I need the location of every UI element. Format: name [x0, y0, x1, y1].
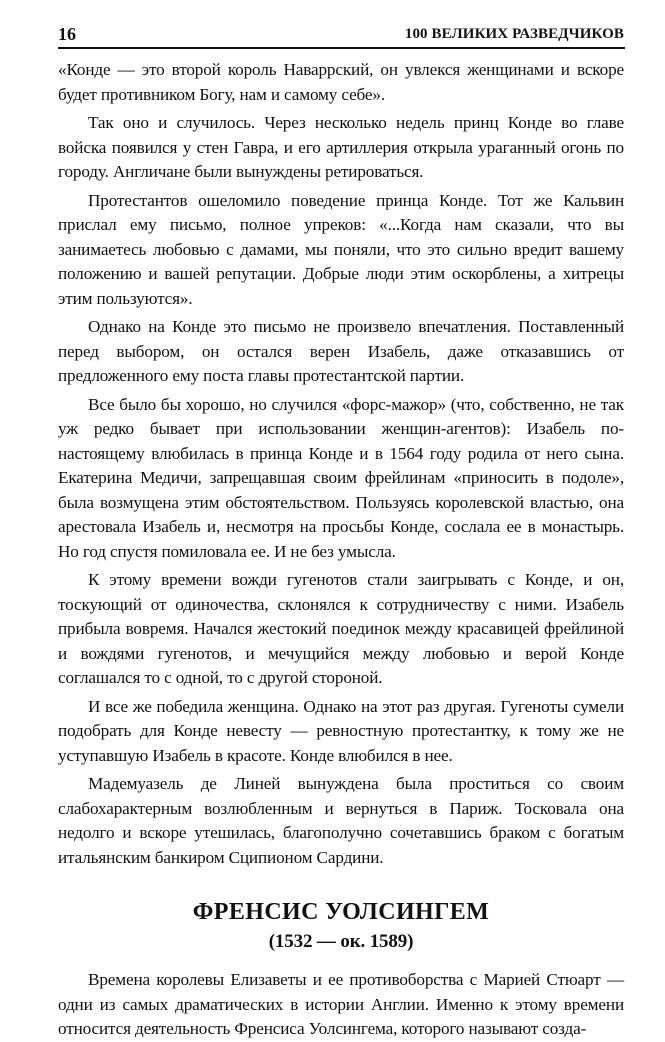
paragraph-2: Так оно и случилось. Через несколько недель принц Конде во главе войска появился у стен Гавра, и его артиллерия открыла ураганный огонь по городу. Англичане были вынуждены ретироваться.	[58, 113, 624, 181]
paragraph-3: Протестантов ошеломило поведение принца Конде. Тот же Кальвин прислал ему письмо, полное упреков: «...Когда нам сказали, что вы занимаетесь любовью с дамами, мы поняли, что это сильно вредит вашему положению и вашей репутации. Добрые люди этим оскорблены, а хитрецы этим пользуются».	[58, 190, 624, 308]
paragraph-6: К этому времени вожди гугенотов стали заигрывать с Конде, и он, тоскующий от одиночества, склонялся к сотрудничеству с ними. Изабель прибыла вовремя. Начался жестокий поединок между красавицей фрейлиной и вождями гугенотов, и мечущийся между любовью и верой Конде соглашался то с одной, то с другой стороной.	[58, 570, 624, 687]
paragraph-1: «Конде — это второй король Наваррский, он увлекся женщинами и вскоре будет противником Богу, нам и самому себе».	[58, 60, 624, 104]
page-header	[58, 24, 624, 46]
section-years: (1532 — ок. 1589)	[268, 931, 414, 952]
running-title: 100 ВЕЛИКИХ РАЗВЕДЧИКОВ	[404, 26, 624, 42]
header-rule	[58, 47, 625, 49]
paragraph-8: Мадемуазель де Линей вынуждена была проститься со своим слабохарактерным возлюбленным и вернуться в Париж. Тосковала она недолго и вскоре утешилась, благополучно сочетавшись браком с богатым итальянским банкиром Сципионом Сардини.	[58, 774, 624, 867]
paragraph-4: Однако на Конде это письмо не произвело впечатления. Поставленный перед выбором, он остался верен Изабель, даже отказавшись от предложенного ему поста главы протестантской партии.	[58, 317, 624, 385]
paragraph-7: И все же победила женщина. Однако на этот раз другая. Гугеноты сумели подобрать для Конде невесту — ревностную протестантку, к тому же не уступавшую Изабель в красоте. Конде влюбился в нее.	[58, 696, 624, 765]
page-number: 16	[58, 24, 76, 44]
section-title: ФРЕНСИС УОЛСИНГЕМ	[192, 899, 490, 925]
section-paragraph-1: Времена королевы Елизаветы и ее противоборства с Марией Стюарт — одни из самых драматических в истории Англии. Именно к этому времени относится деятельность Френсиса Уолсингема, которого называют созда-	[58, 970, 624, 1038]
paragraph-5: Все было бы хорошо, но случился «форс-мажор» (что, собственно, не так уж редко бывает при использовании женщин-агентов): Изабель по-настоящему влюбилась в принца Конде и в 1564 году родила от него сына. Екатерина Медичи, запрещавшая своим фрейлинам «приносить в подоле», была возмущена этим обстоятельством. Пользуясь королевской властью, она арестовала Изабель и, несмотря на просьбы Конде, сослала ее в монастырь. Но год спустя помиловала ее. И не без умысла.	[58, 394, 624, 561]
body-text	[58, 58, 624, 1042]
section-heading	[58, 897, 624, 954]
